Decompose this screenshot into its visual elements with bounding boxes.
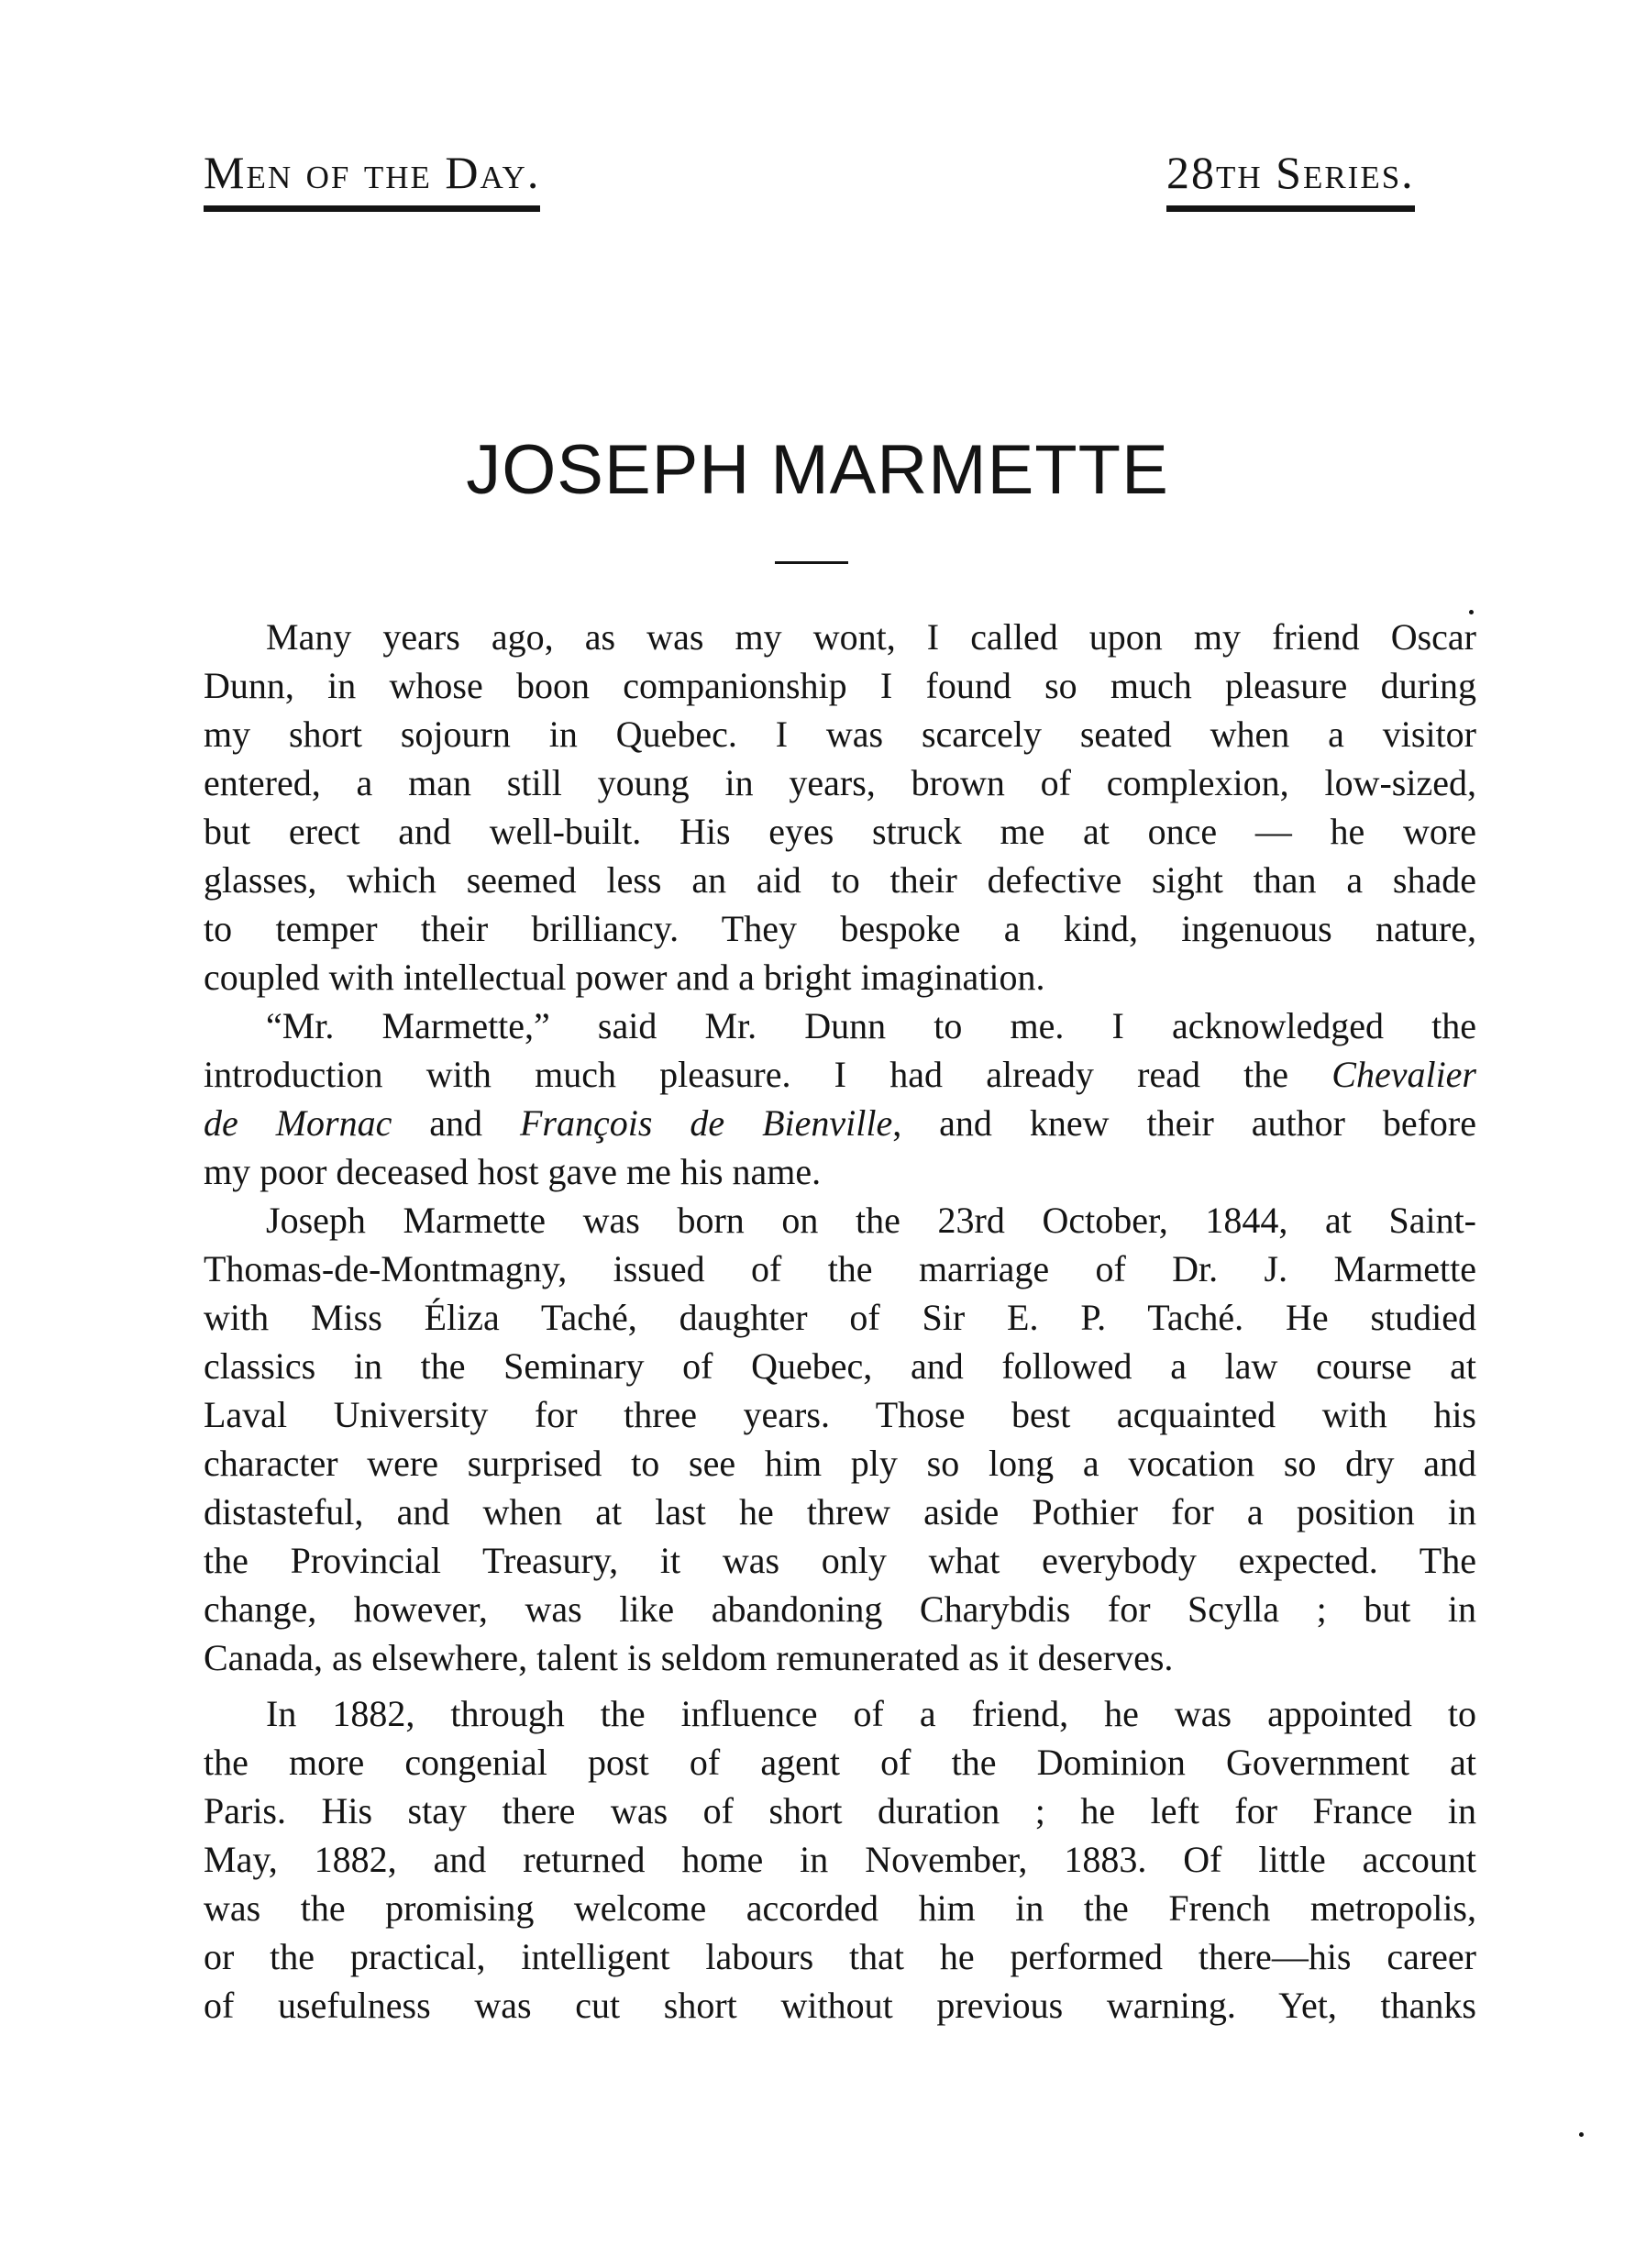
- text-line: my poor deceased host gave me his name.: [204, 1151, 822, 1192]
- text-run: introduction with much pleasure. I had already read the: [204, 1054, 1332, 1095]
- text-line: Many years ago, as was my wont, I called upon my friend Oscar: [266, 616, 1476, 658]
- book-title-mornac: de Mornac: [204, 1102, 392, 1144]
- text-line: “Mr. Marmette,” said Mr. Dunn to me. I acknowledged the: [266, 1005, 1476, 1046]
- text-line: or the practical, intelligent labours that he performed there—his career: [204, 1936, 1476, 1977]
- text-line: character were surprised to see him ply so long a vocation so dry and: [204, 1443, 1476, 1484]
- text-line: Laval University for three years. Those best acquainted with his: [204, 1394, 1476, 1435]
- text-run: , and knew their author before: [892, 1102, 1476, 1144]
- text-line: to temper their brilliancy. They bespoke a kind, ingenuous nature,: [204, 908, 1476, 949]
- text-line: coupled with intellectual power and a bright imagination.: [204, 957, 1045, 998]
- text-line: change, however, was like abandoning Charybdis for Scylla ; but in: [204, 1588, 1476, 1630]
- article-body: [204, 613, 1476, 2030]
- running-header-left: Men of the Day.: [204, 145, 540, 212]
- text-line: the Provincial Treasury, it was only what everybody expected. The: [204, 1540, 1476, 1581]
- text-line: [204, 1050, 1476, 1099]
- title-divider: [775, 561, 848, 564]
- speck-mark: [1579, 2132, 1584, 2137]
- article-title: JOSEPH MARMETTE: [466, 431, 1169, 509]
- text-line: glasses, which seemed less an aid to their defective sight than a shade: [204, 859, 1476, 901]
- text-line: classics in the Seminary of Quebec, and followed a law course at: [204, 1345, 1476, 1387]
- text-line: of usefulness was cut short without previous warning. Yet, thanks: [204, 1985, 1476, 2026]
- text-line: [204, 1099, 1476, 1147]
- text-line: was the promising welcome accorded him in the French metropolis,: [204, 1887, 1476, 1929]
- text-run: and: [392, 1102, 520, 1144]
- text-line: the more congenial post of agent of the Dominion Government at: [204, 1742, 1476, 1783]
- text-line: distasteful, and when at last he threw aside Pothier for a position in: [204, 1491, 1476, 1532]
- text-line: Joseph Marmette was born on the 23rd October, 1844, at Saint-: [266, 1200, 1476, 1241]
- text-line: my short sojourn in Quebec. I was scarcely seated when a visitor: [204, 714, 1476, 755]
- text-line: May, 1882, and returned home in November, 1883. Of little account: [204, 1839, 1476, 1880]
- text-line: with Miss Éliza Taché, daughter of Sir E. P. Taché. He studied: [204, 1297, 1476, 1338]
- text-line: but erect and well-built. His eyes struck me at once — he wore: [204, 811, 1476, 852]
- running-header: [0, 145, 1635, 218]
- book-title-chevalier: Chevalier: [1331, 1054, 1476, 1095]
- text-line: entered, a man still young in years, brown of complexion, low-sized,: [204, 762, 1476, 803]
- book-title-bienville: François de Bienville: [520, 1102, 893, 1144]
- paragraph-gap: [204, 1682, 1476, 1689]
- text-line: In 1882, through the influence of a friend, he was appointed to: [266, 1693, 1476, 1734]
- text-line: Paris. His stay there was of short duration ; he left for France in: [204, 1790, 1476, 1831]
- text-line: Dunn, in whose boon companionship I found so much pleasure during: [204, 665, 1476, 706]
- text-line: Thomas-de-Montmagny, issued of the marriage of Dr. J. Marmette: [204, 1248, 1476, 1289]
- text-line: Canada, as elsewhere, talent is seldom remunerated as it deserves.: [204, 1637, 1174, 1678]
- running-header-right: 28th Series.: [1166, 145, 1415, 212]
